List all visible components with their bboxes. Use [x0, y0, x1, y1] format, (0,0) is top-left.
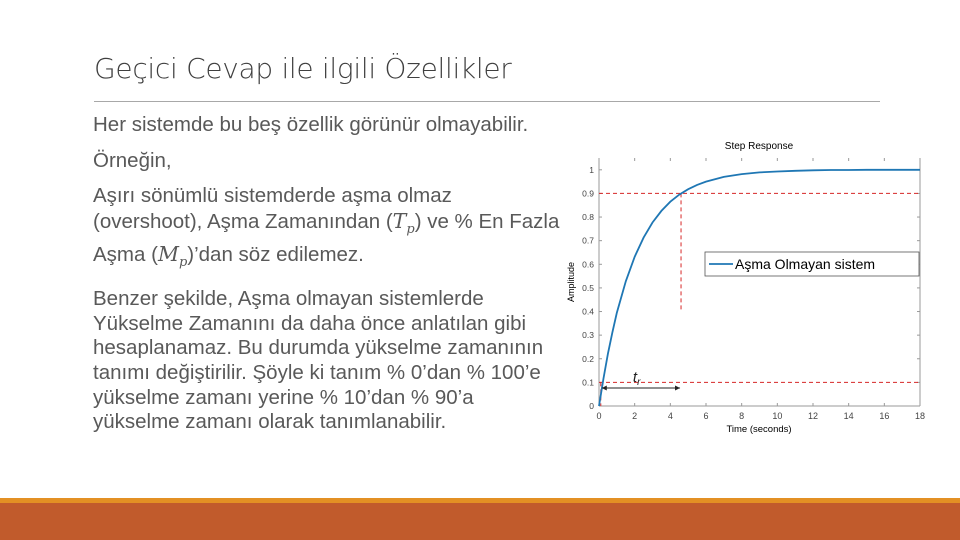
y-tick-label: 0.8 — [582, 212, 594, 223]
bullet-3-text-c: )’dan söz edilemez. — [187, 243, 364, 267]
bullet-3 — [93, 184, 563, 276]
x-tick-label: 6 — [703, 411, 709, 421]
bullet-3-text-b: ) ve % En Fazla Aşma ( — [93, 209, 560, 267]
y-tick-label: 0.5 — [582, 282, 594, 293]
footer-bar — [0, 503, 960, 540]
rise-time-label: $t_r$ — [632, 369, 641, 388]
bullet-3-text-a: Aşırı sönümlü sistemderde aşma olmaz (overshoot), Aşma Zamanından ( — [93, 184, 452, 233]
y-tick-label: 0.9 — [582, 188, 594, 199]
y-tick-label: 0.3 — [582, 330, 594, 341]
x-tick-label: 14 — [843, 411, 854, 421]
x-tick-label: 12 — [807, 411, 819, 421]
x-tick-label: 16 — [879, 411, 890, 421]
chart-legend — [705, 252, 919, 276]
step-response-chart — [552, 135, 932, 435]
series-line — [599, 170, 920, 406]
rise-time-symbol: $T_p$ — [392, 208, 415, 237]
x-axis-label: Time (seconds) — [726, 424, 792, 435]
bullet-2: Örneğin, — [93, 148, 172, 172]
rise-time-arrowhead-right — [675, 386, 680, 391]
x-tick-label: 2 — [632, 411, 638, 421]
x-tick-label: 18 — [914, 411, 926, 421]
y-tick-label: 0.7 — [582, 235, 594, 246]
x-tick-label: 10 — [772, 411, 783, 421]
title-divider — [94, 101, 880, 102]
y-tick-label: 0.2 — [582, 353, 594, 364]
bullet-list — [93, 113, 563, 446]
y-tick-label: 0.4 — [582, 306, 594, 317]
reference-lines — [599, 193, 920, 406]
legend-label: Aşma Olmayan sistem — [735, 256, 876, 272]
x-tick-label: 4 — [667, 411, 673, 421]
slide-title: Geçici Cevap ile ilgili Özellikler — [94, 52, 512, 85]
chart-title: Step Response — [724, 141, 794, 152]
y-tick-label: 0.6 — [582, 259, 594, 270]
x-tick-label: 8 — [739, 411, 745, 421]
y-tick-label: 0.1 — [582, 377, 594, 388]
y-tick-label: 0 — [589, 401, 594, 411]
bullet-1: Her sistemde bu beş özellik görünür olmayabilir. — [93, 113, 529, 136]
series-layer — [599, 170, 920, 406]
x-tick-label: 0 — [596, 411, 602, 421]
y-axis-label: Amplitude — [566, 261, 576, 303]
rise-time-annotation — [602, 369, 680, 391]
overshoot-symbol: $M_p$ — [157, 242, 188, 271]
bullet-4: Benzer şekilde, Aşma olmayan sistemlerde Yükselme Zamanını da daha önce anlatılan gibi hesaplanamaz. Bu durumda yükselme zamanının tanımı değiştirilir. Şöyle ki tanım % 0’dan % 100’e yükselme zamanı yerine % 10’dan % 90’a yükselme zamanı olarak tanımlanabilir. — [93, 287, 544, 434]
y-tick-label: 1 — [589, 164, 594, 175]
x-ticks — [596, 158, 925, 421]
